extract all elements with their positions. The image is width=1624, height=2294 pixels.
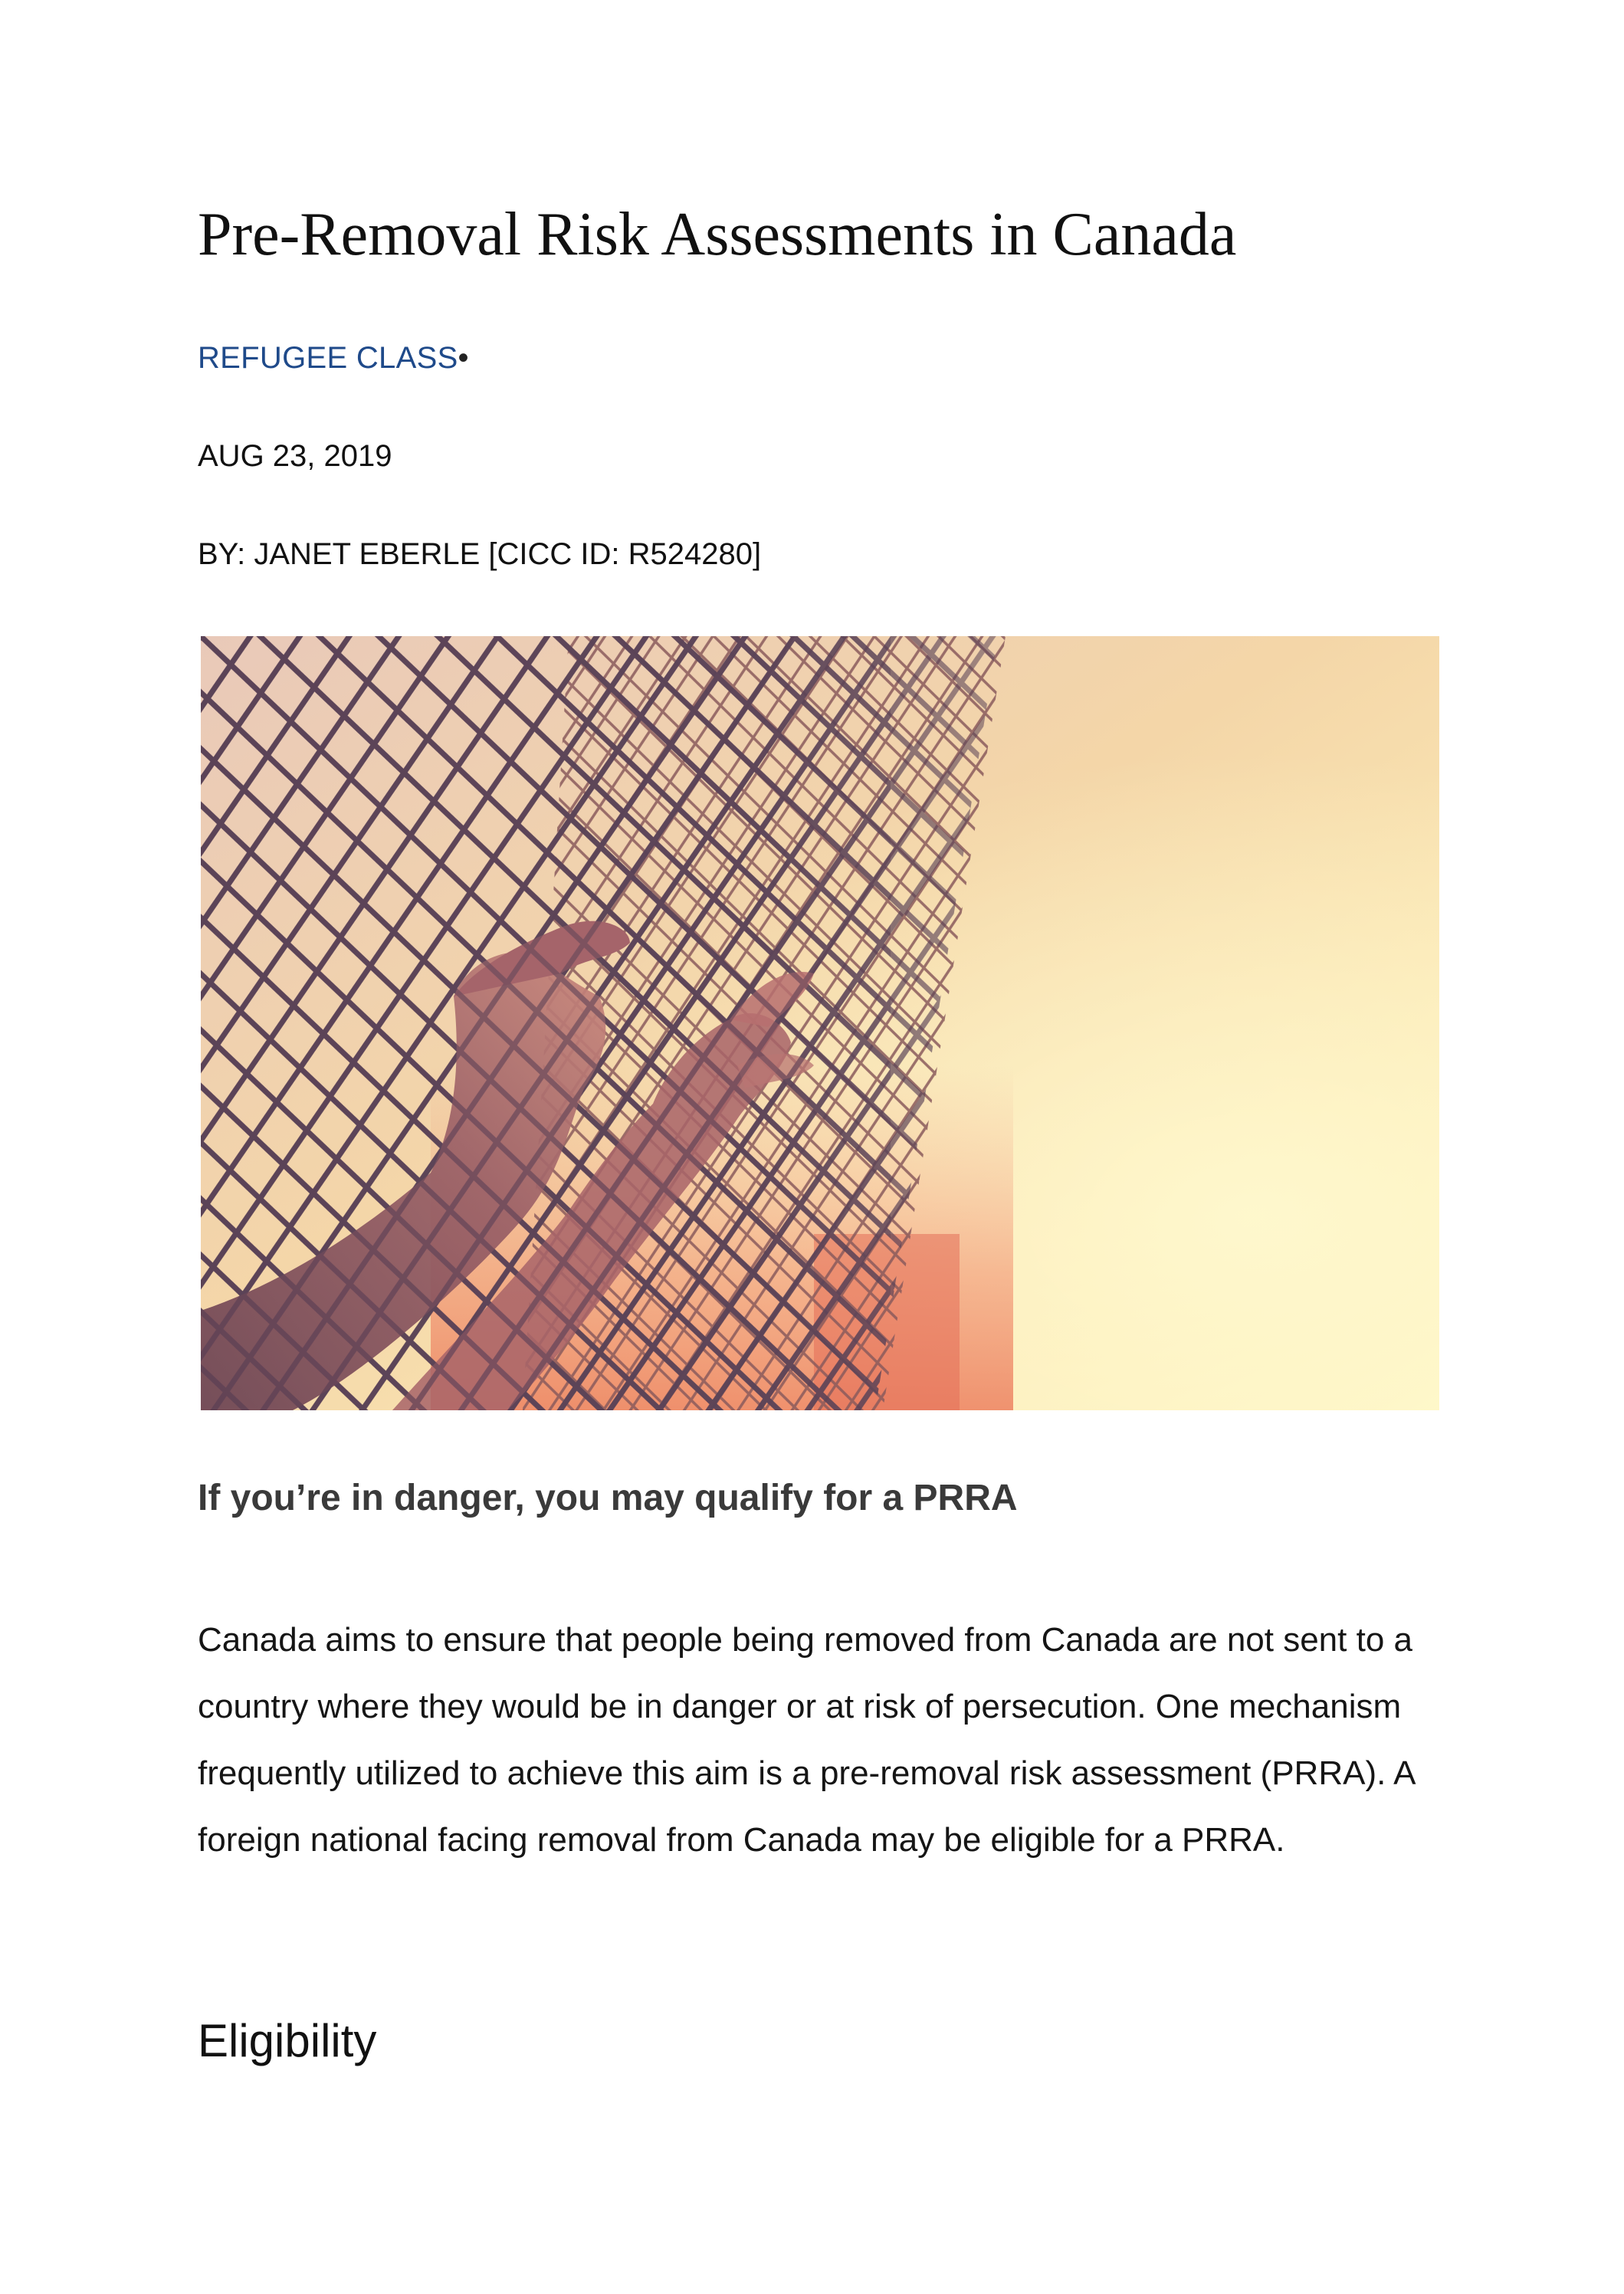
publish-date: AUG 23, 2019: [198, 439, 392, 473]
category-separator: •: [458, 341, 469, 375]
article-subheading: If you’re in danger, you may qualify for a PRRA: [198, 1478, 1018, 1518]
hero-image: [201, 636, 1439, 1410]
category-link[interactable]: REFUGEE CLASS: [198, 341, 458, 375]
intro-paragraph: Canada aims to ensure that people being removed from Canada are not sent to a country where they would be in danger or at risk of persecution. One mechanism frequently utilized to achieve this aim is a pre-removal risk assessment (PRRA). A foreign national facing removal from Canada may be eligible for a PRRA.: [198, 1621, 1415, 1859]
page-title: Pre-Removal Risk Assessments in Canada: [198, 201, 1237, 268]
category-line: [198, 339, 469, 377]
section-heading-eligibility: Eligibility: [198, 2015, 377, 2066]
byline: BY: JANET EBERLE [CICC ID: R524280]: [198, 537, 762, 571]
